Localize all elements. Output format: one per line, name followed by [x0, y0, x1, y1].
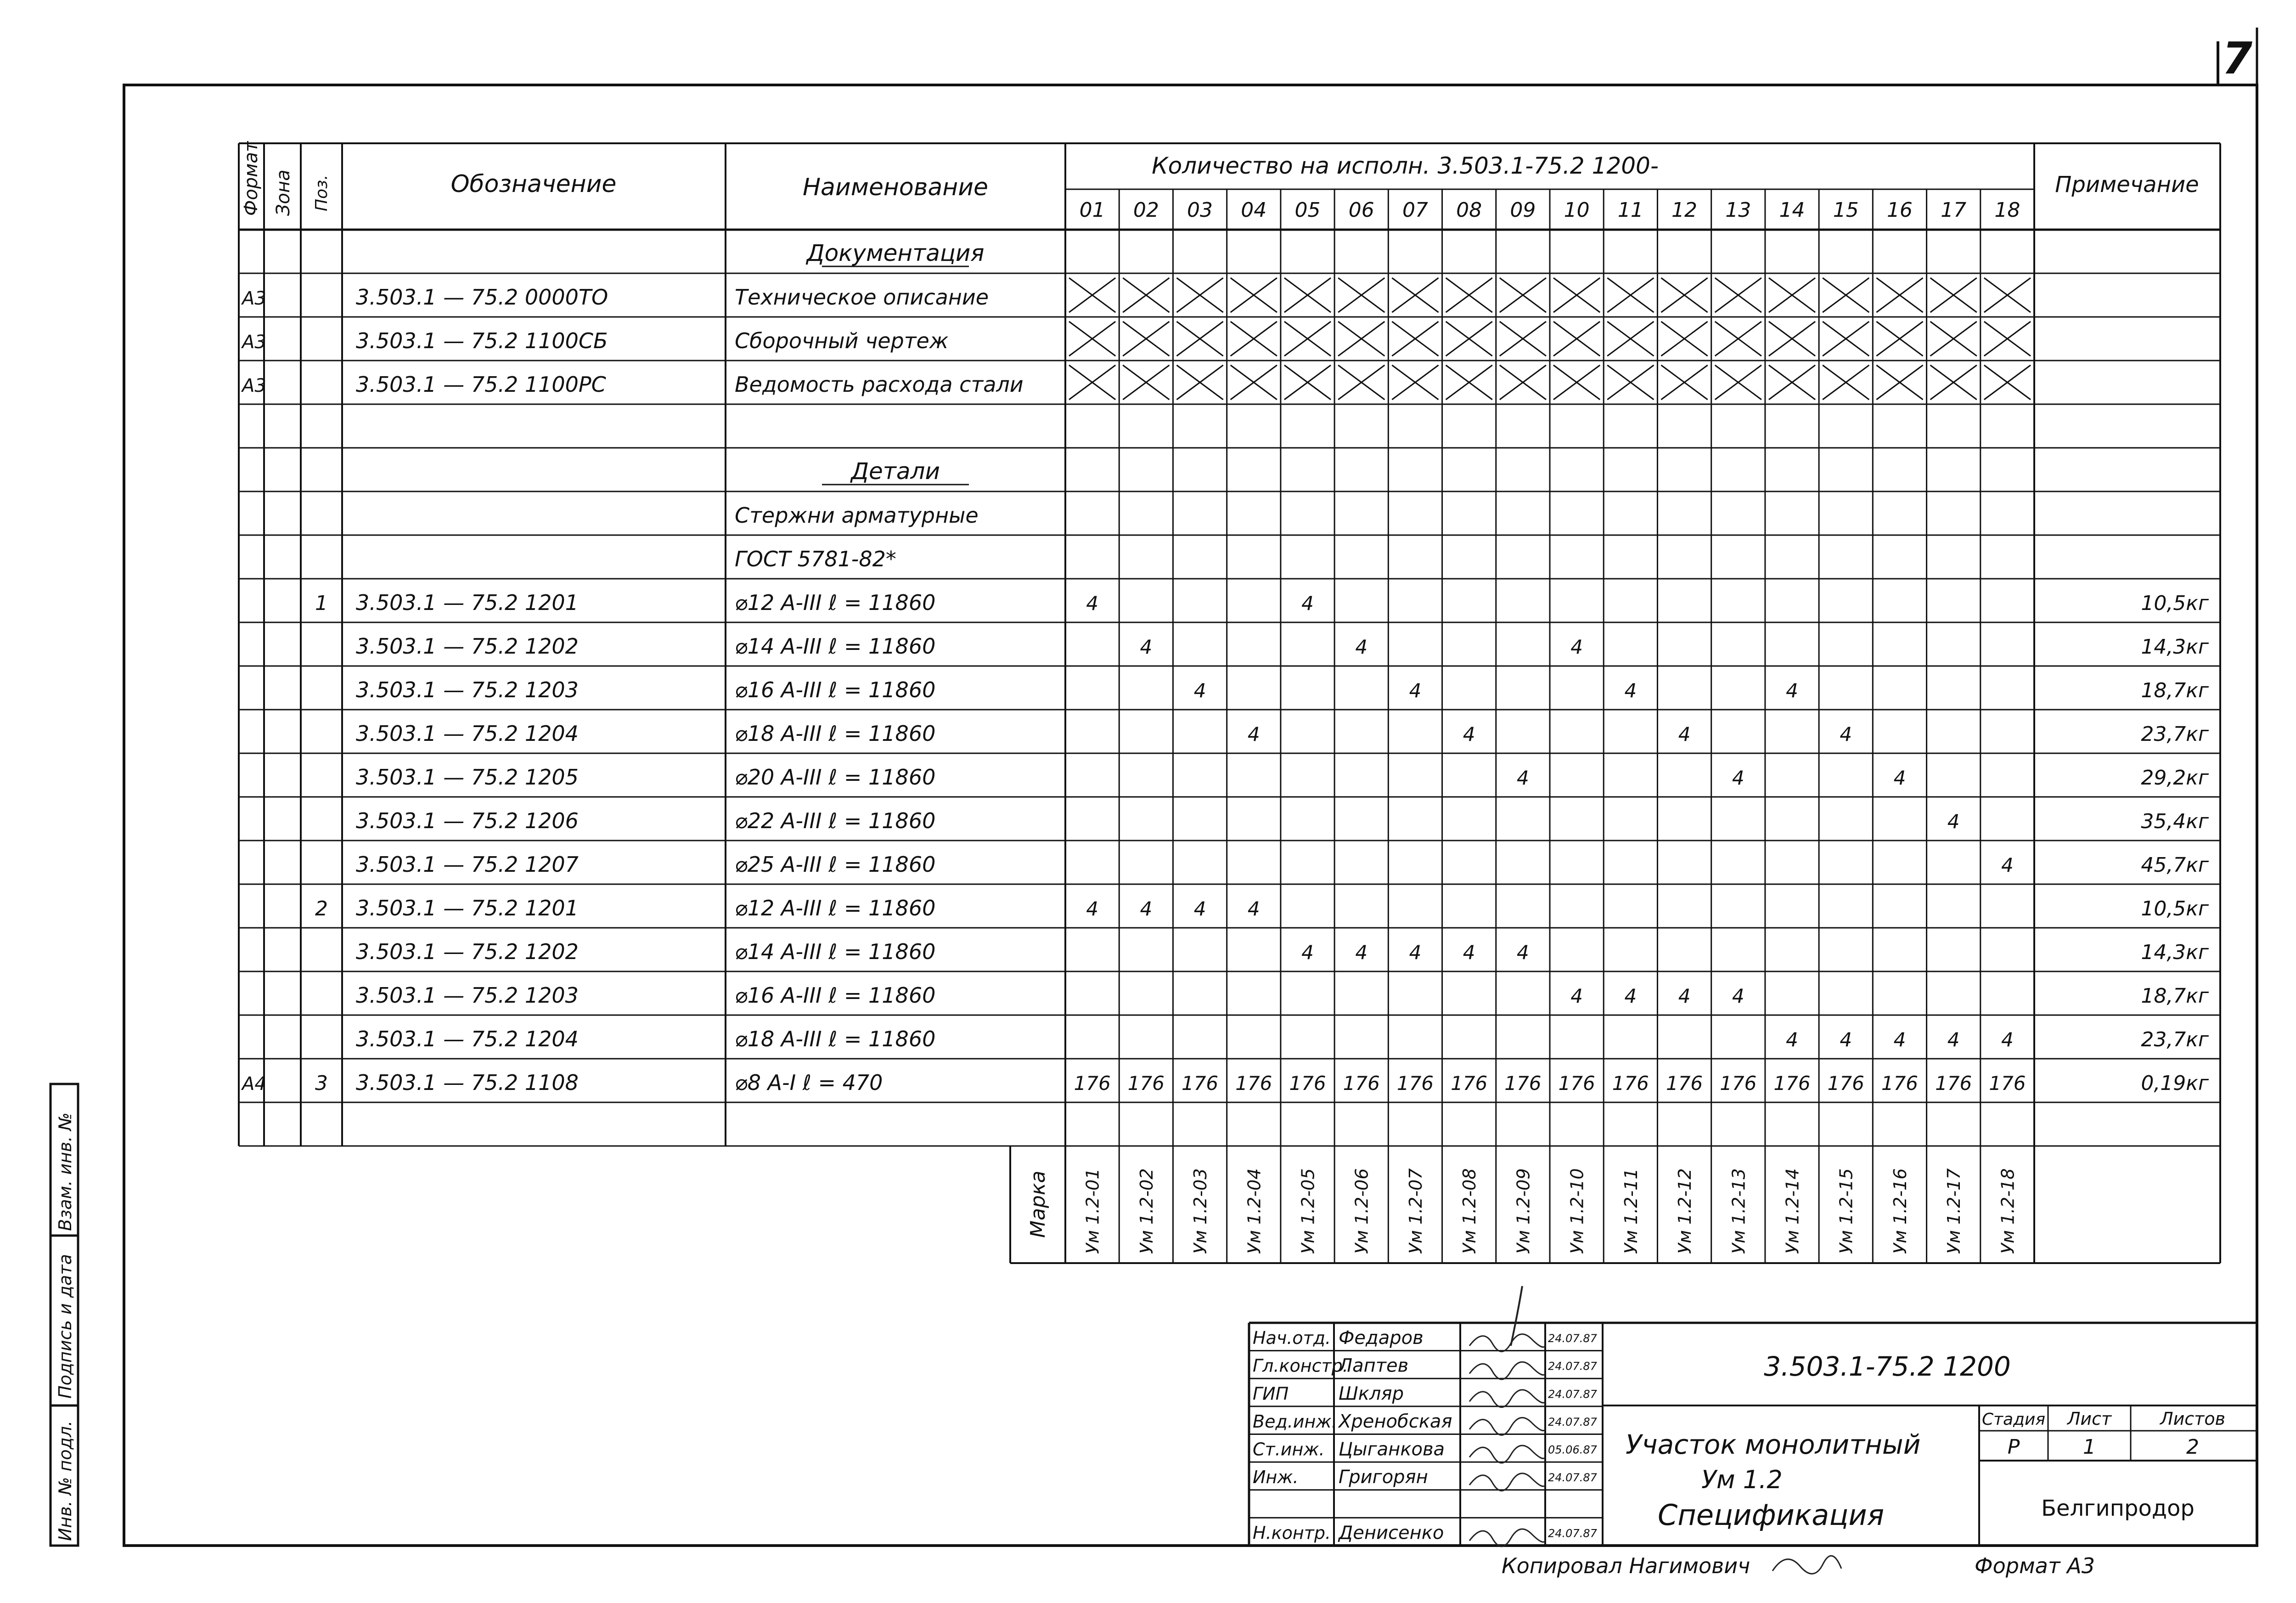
quantity-cell: 176 — [1127, 1072, 1165, 1095]
row-designation: 3.503.1 — 75.2 1205 — [356, 765, 579, 790]
sign-date: 24.07.87 — [1548, 1388, 1597, 1401]
title-line-3: Спецификация — [1658, 1498, 1885, 1532]
quantity-cell: 176 — [1235, 1072, 1272, 1095]
marka-label: Марка — [1026, 1170, 1050, 1238]
variant-number: 15 — [1833, 198, 1859, 222]
variant-number: 08 — [1456, 198, 1482, 222]
row-name: Ведомость расхода стали — [735, 372, 1024, 397]
variant-number: 10 — [1564, 198, 1590, 222]
row-designation: 3.503.1 — 75.2 1203 — [356, 677, 579, 702]
assembly-mark: Ум 1.2-04 — [1244, 1168, 1265, 1254]
sheets-value: 2 — [2186, 1435, 2199, 1459]
row-designation: 3.503.1 — 75.2 1202 — [356, 939, 579, 964]
signer-name: Федаров — [1339, 1327, 1424, 1349]
row-designation: 3.503.1 — 75.2 1204 — [356, 1027, 579, 1051]
quantity-cell: 4 — [1086, 897, 1098, 920]
signer-role: Вед.инж. — [1253, 1411, 1337, 1432]
quantity-cell: 4 — [1840, 723, 1852, 745]
row-note: 10,5кг — [2141, 592, 2209, 615]
quantity-cell: 4 — [1355, 941, 1368, 964]
quantity-cell: 176 — [1343, 1072, 1380, 1095]
row-designation: 3.503.1 — 75.2 1203 — [356, 983, 579, 1008]
quantity-cell: 4 — [1247, 897, 1260, 920]
quantity-cell: 176 — [1558, 1072, 1595, 1095]
stage-label: Стадия — [1981, 1410, 2046, 1429]
quantity-cell: 176 — [1181, 1072, 1219, 1095]
quantity-cell: 176 — [1289, 1072, 1326, 1095]
row-name: ⌀25 А-III ℓ = 11860 — [735, 852, 936, 877]
header-zone: Зона — [273, 169, 294, 216]
row-note: 18,7кг — [2141, 984, 2209, 1008]
quantity-cell: 4 — [1624, 985, 1637, 1007]
quantity-cell: 176 — [1720, 1072, 1757, 1095]
quantity-cell: 4 — [1140, 897, 1153, 920]
row-note: 10,5кг — [2141, 897, 2209, 920]
assembly-mark: Ум 1.2-02 — [1136, 1168, 1157, 1254]
variant-number: 09 — [1510, 198, 1536, 222]
page-number: 7 — [2222, 34, 2253, 84]
row-name: ⌀22 А-III ℓ = 11860 — [735, 808, 936, 833]
row-name: ⌀20 А-III ℓ = 11860 — [735, 765, 936, 790]
sign-date: 24.07.87 — [1548, 1527, 1597, 1540]
sign-date: 24.07.87 — [1548, 1415, 1597, 1428]
row-name: ⌀18 А-III ℓ = 11860 — [735, 1027, 936, 1051]
quantity-cell: 176 — [1074, 1072, 1111, 1095]
quantity-cell: 4 — [1086, 592, 1098, 615]
copier-signature — [1773, 1556, 1841, 1574]
quantity-cell: 4 — [1786, 679, 1798, 702]
row-designation: 3.503.1 — 75.2 1201 — [356, 896, 579, 920]
organization-name: Белгипродор — [2041, 1496, 2195, 1521]
assembly-mark: Ум 1.2-18 — [1998, 1168, 2018, 1254]
variant-number: 01 — [1079, 198, 1105, 222]
stamp-inv-number: Инв. № подл. — [55, 1420, 75, 1541]
row-designation: 3.503.1 — 75.2 1204 — [356, 721, 579, 746]
quantity-cell: 4 — [1624, 679, 1637, 702]
row-name: Техническое описание — [735, 285, 989, 310]
copied-by-note: Копировал Нагимович — [1502, 1553, 1750, 1578]
row-position: 3 — [315, 1072, 328, 1095]
quantity-cell: 176 — [1827, 1072, 1864, 1095]
variant-number: 12 — [1671, 198, 1698, 222]
quantity-cell: 176 — [1881, 1072, 1919, 1095]
assembly-mark: Ум 1.2-07 — [1405, 1168, 1426, 1254]
row-name: ⌀8 А-I ℓ = 470 — [735, 1070, 883, 1095]
quantity-cell: 4 — [1193, 679, 1206, 702]
row-designation: 3.503.1 — 75.2 1100СБ — [356, 328, 608, 353]
variant-number: 02 — [1133, 198, 1159, 222]
quantity-cell: 176 — [1504, 1072, 1542, 1095]
signature-scribble — [1469, 1445, 1545, 1463]
quantity-cell: 4 — [1893, 1028, 1906, 1051]
sign-date: 24.07.87 — [1548, 1360, 1597, 1373]
header-designation: Обозначение — [450, 170, 617, 198]
signature-scribble — [1469, 1390, 1545, 1407]
row-name: ⌀18 А-III ℓ = 11860 — [735, 721, 936, 746]
row-name: ⌀12 А-III ℓ = 11860 — [735, 590, 936, 615]
quantity-cell: 4 — [2001, 1028, 2014, 1051]
row-note: 23,7кг — [2141, 1028, 2209, 1051]
quantity-cell: 4 — [1247, 723, 1260, 745]
row-name: ⌀14 А-III ℓ = 11860 — [735, 634, 936, 659]
assembly-mark: Ум 1.2-08 — [1459, 1168, 1480, 1254]
quantity-cell: 4 — [1409, 941, 1422, 964]
quantity-cell: 4 — [1517, 767, 1529, 789]
header-name: Наименование — [802, 174, 989, 201]
row-name: ГОСТ 5781-82* — [735, 547, 896, 571]
variant-number: 06 — [1348, 198, 1374, 222]
row-note: 29,2кг — [2141, 766, 2209, 790]
quantity-cell: 4 — [1301, 941, 1314, 964]
assembly-mark: Ум 1.2-05 — [1298, 1168, 1318, 1254]
row-note: 14,3кг — [2141, 941, 2209, 964]
quantity-cell: 176 — [1935, 1072, 1972, 1095]
sheets-label: Листов — [2160, 1409, 2225, 1429]
quantity-cell: 4 — [1301, 592, 1314, 615]
signer-role: ГИП — [1253, 1383, 1289, 1404]
quantity-cell: 4 — [1570, 985, 1583, 1007]
signer-name: Цыганкова — [1339, 1439, 1445, 1460]
quantity-cell: 4 — [1893, 767, 1906, 789]
row-name: Сборочный чертеж — [735, 328, 949, 353]
row-name: ⌀16 А-III ℓ = 11860 — [735, 677, 936, 702]
row-name: ⌀16 А-III ℓ = 11860 — [735, 983, 936, 1008]
signature-scribble — [1469, 1473, 1545, 1491]
assembly-mark: Ум 1.2-13 — [1728, 1168, 1749, 1254]
quantity-cell: 4 — [1678, 723, 1691, 745]
signer-role: Нач.отд. — [1253, 1328, 1331, 1348]
row-position: 2 — [315, 897, 328, 920]
variant-number: 14 — [1779, 198, 1805, 222]
row-designation: 3.503.1 — 75.2 1100РС — [356, 372, 606, 397]
quantity-cell: 4 — [1570, 636, 1583, 658]
sheet-label: Лист — [2067, 1409, 2112, 1429]
variant-number: 18 — [1994, 198, 2020, 222]
quantity-cell: 4 — [1947, 1028, 1960, 1051]
section-title: Детали — [850, 458, 940, 485]
quantity-cell: 4 — [1678, 985, 1691, 1007]
signature-scribble — [1469, 1334, 1545, 1352]
row-designation: 3.503.1 — 75.2 0000ТО — [356, 285, 608, 310]
stage-value: Р — [2007, 1435, 2020, 1459]
assembly-mark: Ум 1.2-14 — [1782, 1168, 1803, 1254]
row-note: 23,7кг — [2141, 722, 2209, 746]
row-designation: 3.503.1 — 75.2 1108 — [356, 1070, 579, 1095]
quantity-cell: 176 — [1612, 1072, 1649, 1095]
variant-number: 13 — [1725, 198, 1751, 222]
quantity-cell: 4 — [1947, 810, 1960, 833]
quantity-cell: 4 — [1193, 897, 1206, 920]
quantity-cell: 4 — [1732, 985, 1745, 1007]
assembly-mark: Ум 1.2-09 — [1513, 1168, 1534, 1254]
assembly-mark: Ум 1.2-06 — [1351, 1168, 1372, 1254]
assembly-mark: Ум 1.2-17 — [1944, 1168, 1964, 1254]
signer-role: Н.контр. — [1253, 1523, 1331, 1543]
row-format: А3 — [242, 288, 266, 309]
signer-name: Григорян — [1339, 1467, 1428, 1488]
row-designation: 3.503.1 — 75.2 1202 — [356, 634, 579, 659]
variant-number: 17 — [1941, 198, 1967, 222]
assembly-mark: Ум 1.2-16 — [1890, 1168, 1910, 1254]
signature-scribble — [1469, 1529, 1545, 1547]
quantity-cell: 176 — [1666, 1072, 1703, 1095]
signer-name: Денисенко — [1339, 1522, 1444, 1544]
assembly-mark: Ум 1.2-10 — [1567, 1168, 1587, 1254]
quantity-cell: 4 — [1840, 1028, 1852, 1051]
quantity-cell: 4 — [1140, 636, 1153, 658]
variant-number: 03 — [1187, 198, 1213, 222]
assembly-mark: Ум 1.2-11 — [1621, 1168, 1641, 1254]
header-note: Примечание — [2055, 172, 2199, 198]
title-line-1: Участок монолитный — [1626, 1429, 1921, 1460]
row-position: 1 — [315, 592, 328, 615]
sign-date: 24.07.87 — [1548, 1471, 1597, 1484]
row-note: 18,7кг — [2141, 679, 2209, 702]
quantity-cell: 4 — [1517, 941, 1529, 964]
row-format: А4 — [242, 1073, 266, 1095]
quantity-cell: 4 — [1463, 723, 1475, 745]
signature-scribble — [1469, 1362, 1545, 1379]
stamp-replacement-inv: Взам. инв. № — [55, 1112, 75, 1231]
header-qty-title: Количество на исполн. 3.503.1-75.2 1200- — [1152, 152, 1659, 179]
sign-date: 05.06.87 — [1548, 1443, 1597, 1456]
row-designation: 3.503.1 — 75.2 1206 — [356, 808, 579, 833]
signer-role: Гл.констр. — [1253, 1355, 1348, 1376]
assembly-mark: Ум 1.2-12 — [1675, 1168, 1695, 1254]
row-note: 0,19кг — [2141, 1072, 2209, 1095]
quantity-cell: 176 — [1396, 1072, 1434, 1095]
header-format: Формат — [241, 141, 262, 216]
row-designation: 3.503.1 — 75.2 1207 — [356, 852, 579, 877]
quantity-cell: 4 — [2001, 854, 2014, 876]
signer-role: Ст.инж. — [1253, 1439, 1325, 1460]
row-note: 35,4кг — [2141, 810, 2209, 833]
sign-date: 24.07.87 — [1548, 1332, 1597, 1345]
format-note: Формат А3 — [1975, 1553, 2095, 1578]
stamp-signature-date: Подпись и дата — [55, 1254, 75, 1399]
quantity-cell: 176 — [1451, 1072, 1488, 1095]
sheet-value: 1 — [2083, 1435, 2096, 1459]
variant-number: 05 — [1294, 198, 1321, 222]
section-title: Документация — [806, 240, 985, 266]
variant-number: 16 — [1886, 198, 1913, 222]
assembly-mark: Ум 1.2-03 — [1190, 1168, 1211, 1254]
row-format: А3 — [242, 375, 266, 396]
row-note: 14,3кг — [2141, 635, 2209, 659]
quantity-cell: 4 — [1732, 767, 1745, 789]
assembly-mark: Ум 1.2-01 — [1082, 1168, 1103, 1254]
row-name: ⌀12 А-III ℓ = 11860 — [735, 896, 936, 920]
signer-name: Лаптев — [1339, 1355, 1409, 1377]
row-name: ⌀14 А-III ℓ = 11860 — [735, 939, 936, 964]
header-pos: Поз. — [312, 175, 331, 211]
signer-name: Хренобская — [1339, 1411, 1452, 1432]
row-format: А3 — [242, 332, 266, 353]
quantity-cell: 4 — [1463, 941, 1475, 964]
variant-number: 07 — [1402, 198, 1428, 222]
variant-number: 04 — [1241, 198, 1267, 222]
assembly-mark: Ум 1.2-15 — [1836, 1168, 1857, 1254]
row-name: Стержни арматурные — [735, 503, 979, 528]
row-designation: 3.503.1 — 75.2 1201 — [356, 590, 579, 615]
document-code: 3.503.1-75.2 1200 — [1764, 1351, 2011, 1382]
title-line-2: Ум 1.2 — [1701, 1465, 1783, 1494]
quantity-cell: 4 — [1409, 679, 1422, 702]
quantity-cell: 4 — [1355, 636, 1368, 658]
signer-name: Шкляр — [1339, 1383, 1404, 1405]
signature-scribble — [1469, 1417, 1545, 1435]
variant-number: 11 — [1617, 198, 1643, 222]
quantity-cell: 176 — [1989, 1072, 2026, 1095]
quantity-cell: 4 — [1786, 1028, 1798, 1051]
row-note: 45,7кг — [2141, 853, 2209, 877]
signer-role: Инж. — [1253, 1467, 1299, 1488]
quantity-cell: 176 — [1773, 1072, 1811, 1095]
